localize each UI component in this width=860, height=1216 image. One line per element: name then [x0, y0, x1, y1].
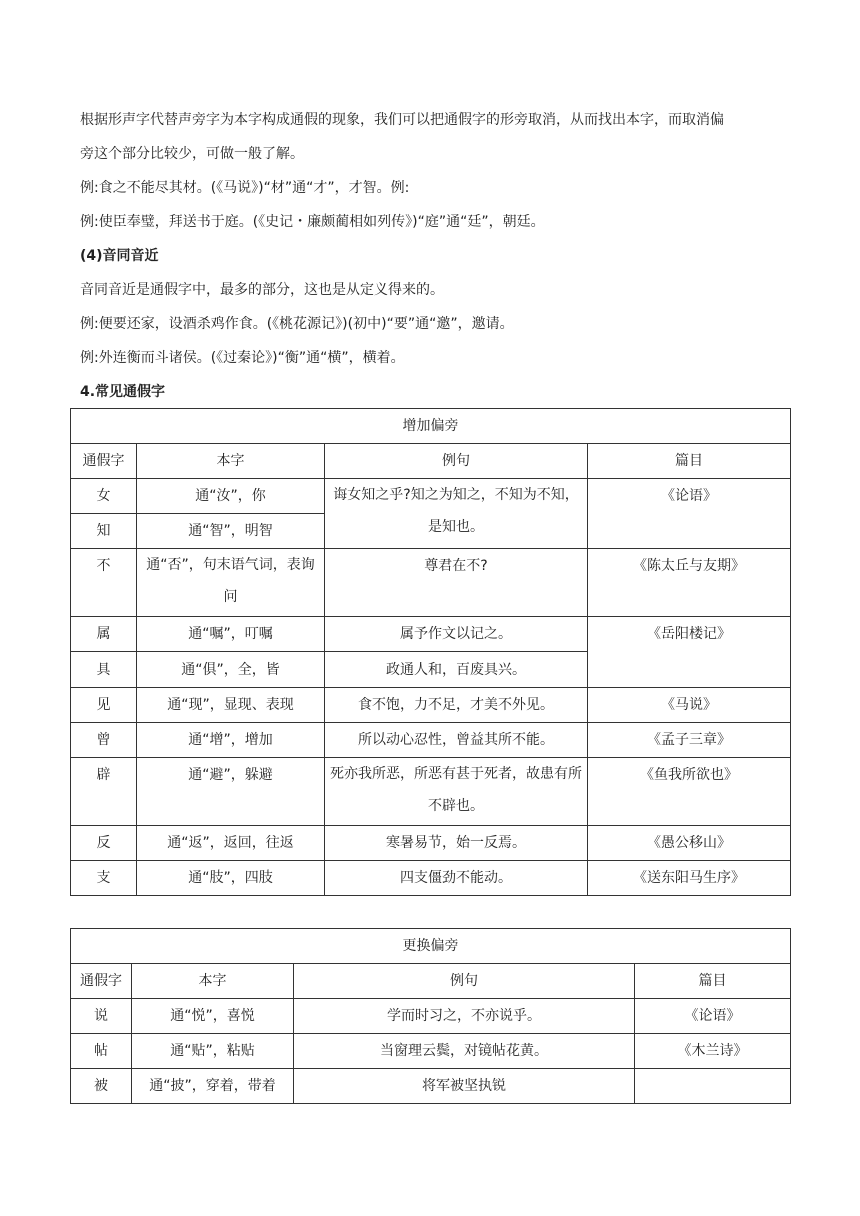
table-title: 更换偏旁 — [71, 929, 791, 964]
source-title: 《岳阳楼记》 — [588, 617, 791, 688]
tongjia-char: 属 — [71, 617, 137, 652]
source-title: 《陈太丘与友期》 — [588, 549, 791, 617]
table-title: 增加偏旁 — [71, 409, 791, 444]
source-title — [635, 1069, 791, 1104]
table-row — [71, 826, 791, 861]
column-header: 例句 — [325, 444, 588, 479]
yin-tong-description: 音同音近是通假字中，最多的部分，这也是从定义得来的。 — [80, 282, 444, 298]
tongjia-char: 被 — [71, 1069, 132, 1104]
example-sentence: 将军被坚执锐 — [294, 1069, 635, 1104]
original-char: 通“智”，明智 — [137, 514, 325, 549]
tongjia-char: 反 — [71, 826, 137, 861]
example-sentence: 尊君在不? — [325, 549, 588, 617]
example-guo-qin-lun: 例:外连衡而斗诸侯。(《过秦论》)“衡”通“横”，横着。 — [80, 350, 405, 366]
column-header: 篇目 — [635, 964, 791, 999]
source-title: 《鱼我所欲也》 — [588, 758, 791, 826]
original-char: 通“嘱”，叮嘱 — [137, 617, 325, 652]
source-title: 《论语》 — [635, 999, 791, 1034]
example-tao-hua-yuan: 例:便要还家，设酒杀鸡作食。(《桃花源记》)(初中)“要”通“邀”，邀请。 — [80, 316, 514, 332]
example-shi-ji: 例:使臣奉璧，拜送书于庭。(《史记・廉颇蔺相如列传》)“庭”通“廷”，朝廷。 — [80, 214, 545, 230]
tongjia-char: 帖 — [71, 1034, 132, 1069]
table-row — [71, 723, 791, 758]
original-char: 通“增”，增加 — [137, 723, 325, 758]
tongjia-char: 不 — [71, 549, 137, 617]
source-title: 《愚公移山》 — [588, 826, 791, 861]
example-ma-shuo: 例:食之不能尽其材。(《马说》)“材”通“才”，才智。例: — [80, 180, 410, 196]
tongjia-char: 说 — [71, 999, 132, 1034]
table-row — [71, 617, 791, 652]
original-char: 通“否”，句末语气词，表询问 — [137, 549, 325, 617]
example-sentence: 食不饱，力不足，才美不外见。 — [325, 688, 588, 723]
example-sentence: 死亦我所恶，所恶有甚于死者，故患有所不辟也。 — [325, 758, 588, 826]
column-header: 本字 — [132, 964, 294, 999]
example-sentence: 属予作文以记之。 — [325, 617, 588, 652]
table-row — [71, 758, 791, 826]
table-row — [71, 479, 791, 514]
column-header: 本字 — [137, 444, 325, 479]
table-add-radical — [70, 408, 791, 896]
tongjia-char: 见 — [71, 688, 137, 723]
table-row — [71, 688, 791, 723]
example-sentence: 所以动心忍性，曾益其所不能。 — [325, 723, 588, 758]
example-sentence: 四支僵劲不能动。 — [325, 861, 588, 896]
table-row — [71, 1034, 791, 1069]
source-title: 《论语》 — [588, 479, 791, 549]
table-row — [71, 861, 791, 896]
source-title: 《送东阳马生序》 — [588, 861, 791, 896]
example-sentence: 学而时习之，不亦说乎。 — [294, 999, 635, 1034]
table-row — [71, 549, 791, 617]
example-sentence: 当窗理云鬓，对镜帖花黄。 — [294, 1034, 635, 1069]
example-sentence: 寒暑易节，始一反焉。 — [325, 826, 588, 861]
source-title: 《孟子三章》 — [588, 723, 791, 758]
original-char: 通“俱”，全，皆 — [137, 652, 325, 688]
intro-paragraph-line-2: 旁这个部分比较少，可做一般了解。 — [80, 146, 304, 162]
original-char: 通“悦”，喜悦 — [132, 999, 294, 1034]
table-row — [71, 1069, 791, 1104]
tongjia-char: 曾 — [71, 723, 137, 758]
tongjia-char: 辟 — [71, 758, 137, 826]
section-heading-yin-tong: (4)音同音近 — [80, 248, 159, 264]
original-char: 通“汝”，你 — [137, 479, 325, 514]
column-header: 通假字 — [71, 444, 137, 479]
table-change-radical — [70, 928, 791, 1104]
example-sentence: 政通人和，百废具兴。 — [325, 652, 588, 688]
tongjia-char: 支 — [71, 861, 137, 896]
column-header: 通假字 — [71, 964, 132, 999]
table-row — [71, 999, 791, 1034]
original-char: 通“返”，返回，往返 — [137, 826, 325, 861]
source-title: 《木兰诗》 — [635, 1034, 791, 1069]
column-header: 例句 — [294, 964, 635, 999]
original-char: 通“披”，穿着，带着 — [132, 1069, 294, 1104]
source-title: 《马说》 — [588, 688, 791, 723]
intro-paragraph-line-1: 根据形声字代替声旁字为本字构成通假的现象，我们可以把通假字的形旁取消，从而找出本字，而取消偏 — [80, 112, 724, 128]
tongjia-char: 具 — [71, 652, 137, 688]
column-header: 篇目 — [588, 444, 791, 479]
section-heading-common-tongjia: 4.常见通假字 — [80, 384, 166, 400]
original-char: 通“贴”，粘贴 — [132, 1034, 294, 1069]
original-char: 通“现”，显现、表现 — [137, 688, 325, 723]
tongjia-char: 知 — [71, 514, 137, 549]
original-char: 通“肢”，四肢 — [137, 861, 325, 896]
tongjia-char: 女 — [71, 479, 137, 514]
original-char: 通“避”，躲避 — [137, 758, 325, 826]
example-sentence: 诲女知之乎?知之为知之，不知为不知，是知也。 — [325, 479, 588, 549]
